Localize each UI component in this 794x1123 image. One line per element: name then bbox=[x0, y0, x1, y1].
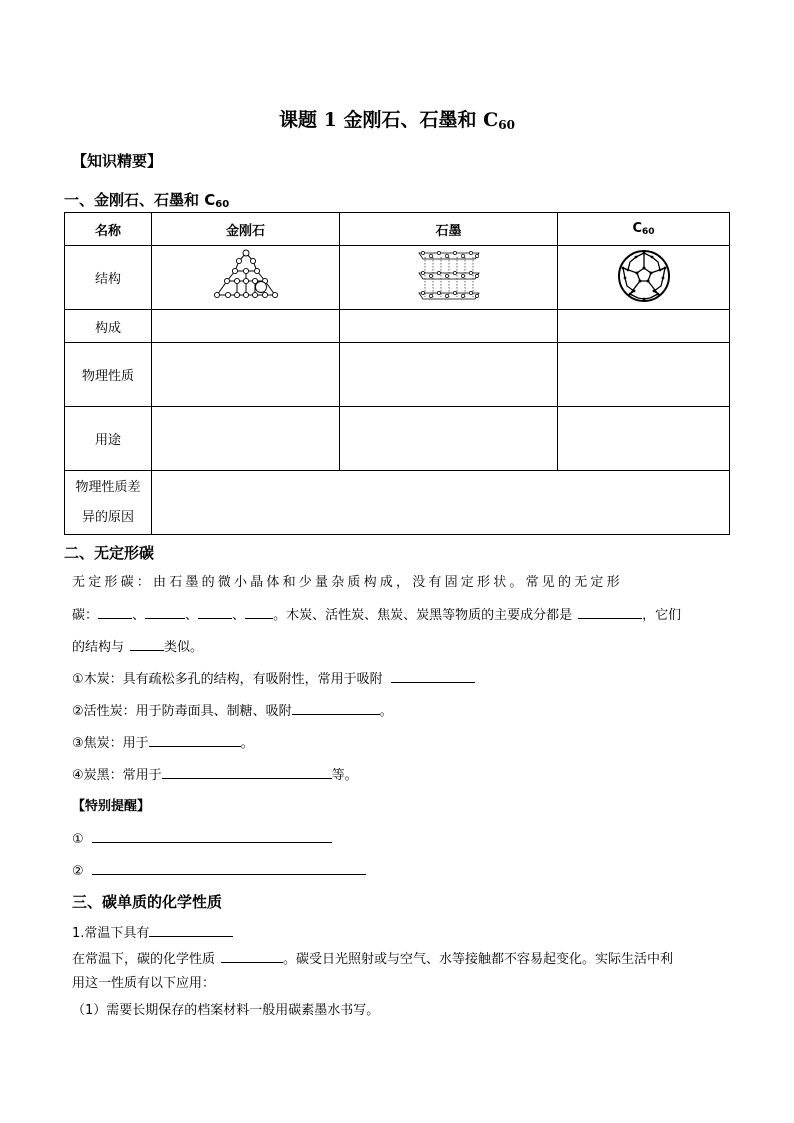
item-coke: ③焦炭：用于 。 bbox=[72, 733, 254, 754]
section-knowledge-heading: 【知识精要】 bbox=[72, 152, 163, 170]
row-label-reason: 物理性质差 异的原因 bbox=[65, 471, 152, 535]
row-label-structure: 结构 bbox=[65, 246, 152, 310]
page-title: 课题 1 金刚石、石墨和 $C_{60}$ bbox=[279, 109, 515, 132]
header-c60: $C_{60}$ bbox=[558, 213, 730, 246]
diamond-structure-image bbox=[152, 246, 340, 310]
amorphous-line1: 无定形碳：由石墨的微小晶体和少量杂质构成，没有固定形状。常见的无定形 bbox=[72, 575, 623, 590]
graphite-structure-image bbox=[340, 246, 558, 310]
section1-heading: 一、金刚石、石墨和 $C_{60}$ bbox=[64, 191, 230, 210]
c60-structure-icon bbox=[616, 248, 672, 304]
row-label-physical: 物理性质 bbox=[65, 343, 152, 407]
cell-blank bbox=[152, 343, 340, 407]
cell-blank bbox=[340, 343, 558, 407]
cell-blank bbox=[340, 310, 558, 343]
header-diamond: 金刚石 bbox=[152, 213, 340, 246]
chem-line4: （1）需要长期保存的档案材料一般用碳素墨水书写。 bbox=[72, 1003, 380, 1018]
header-graphite: 石墨 bbox=[340, 213, 558, 246]
row-label-composition: 构成 bbox=[65, 310, 152, 343]
cell-blank bbox=[558, 407, 730, 471]
header-name: 名称 bbox=[65, 213, 152, 246]
section2-heading: 二、无定形碳 bbox=[64, 544, 155, 562]
item-carbon-black: ④炭黑：常用于 等。 bbox=[72, 765, 358, 786]
chem-line1: 1.常温下具有 bbox=[72, 923, 233, 944]
cell-blank bbox=[558, 343, 730, 407]
cell-blank bbox=[558, 310, 730, 343]
amorphous-line3: 的结构与 类似。 bbox=[72, 637, 203, 658]
cell-blank bbox=[152, 471, 730, 535]
cell-blank bbox=[152, 407, 340, 471]
reminder-item2: ② bbox=[72, 861, 366, 882]
section3-heading: 三、碳单质的化学性质 bbox=[72, 893, 223, 911]
cell-blank bbox=[152, 310, 340, 343]
row-label-use: 用途 bbox=[65, 407, 152, 471]
carbon-comparison-table bbox=[64, 212, 730, 535]
reminder-item1: ① bbox=[72, 829, 332, 850]
reminder-title: 【特别提醒】 bbox=[72, 799, 151, 814]
item-activated-carbon: ②活性炭：用于防毒面具、制糖、吸附 。 bbox=[72, 701, 393, 722]
graphite-structure-icon bbox=[417, 247, 481, 305]
diamond-structure-icon bbox=[211, 247, 281, 305]
chem-line2: 在常温下，碳的化学性质 。碳受日光照射或与空气、水等接触都不容易起变化。实际生活中利 bbox=[72, 949, 673, 970]
cell-blank bbox=[340, 407, 558, 471]
c60-structure-image bbox=[558, 246, 730, 310]
item-charcoal: ①木炭：具有疏松多孔的结构，有吸附性，常用于吸附 bbox=[72, 669, 475, 690]
amorphous-line2: 碳： 、 、 、 。木炭、活性炭、焦炭、炭黑等物质的主要成分都是 ，它们 bbox=[72, 605, 681, 626]
chem-line3: 用这一性质有以下应用： bbox=[72, 976, 216, 991]
